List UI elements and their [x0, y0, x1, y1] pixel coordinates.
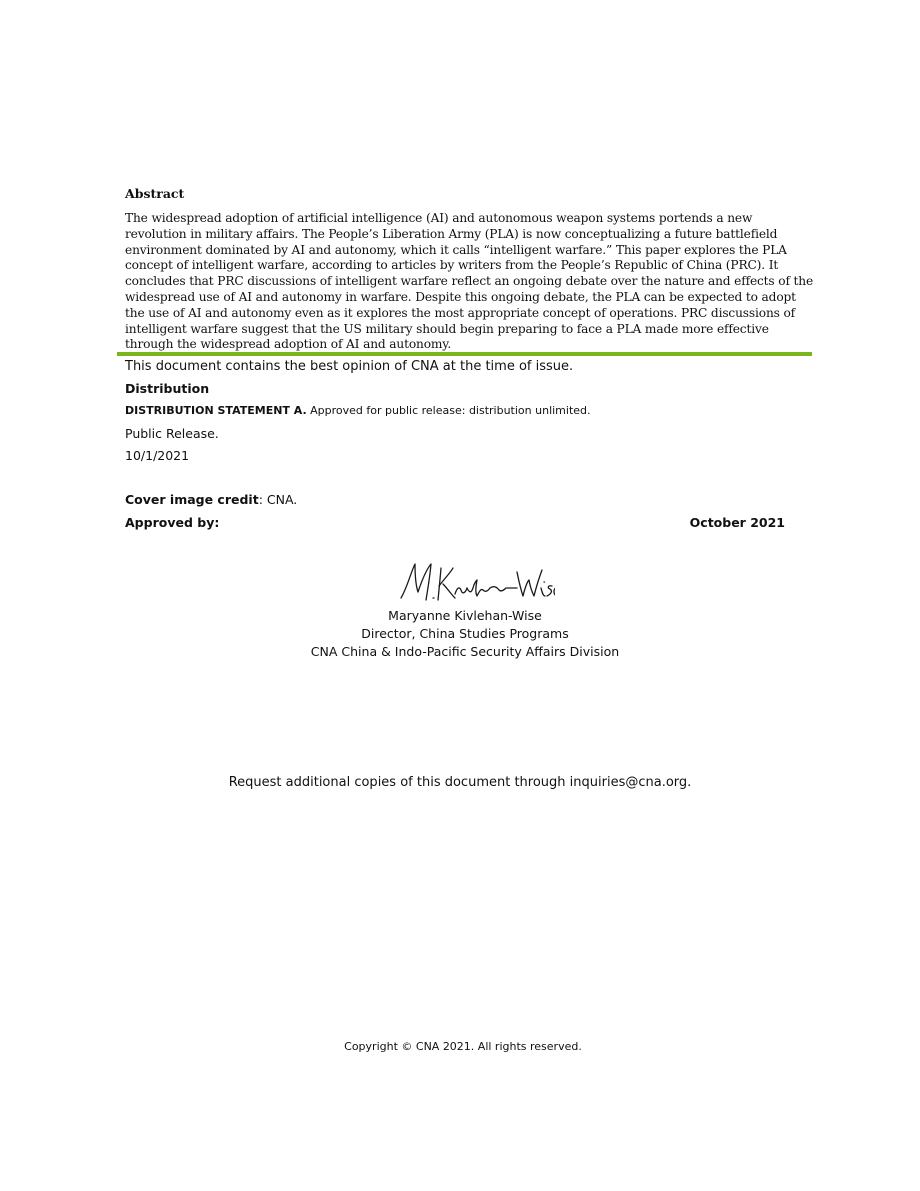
signature-image [395, 558, 555, 608]
best-opinion-notice: This document contains the best opinion of CNA at the time of issue. [125, 359, 574, 374]
abstract-heading: Abstract [125, 186, 185, 201]
section-divider [117, 352, 812, 356]
cover-credit-label: Cover image credit [125, 492, 259, 507]
public-release-text: Public Release. [125, 426, 219, 441]
approval-date: October 2021 [689, 515, 785, 530]
distribution-statement-text: Approved for public release: distribution unlimited. [306, 404, 591, 417]
approved-by-label: Approved by: [125, 515, 220, 530]
cover-credit-value: : CNA. [258, 492, 298, 507]
cover-image-credit [125, 492, 297, 507]
distribution-statement [125, 404, 591, 417]
signer-name: Maryanne Kivlehan-Wise [388, 608, 542, 623]
copyright-notice: Copyright © CNA 2021. All rights reserved. [344, 1040, 582, 1053]
request-copies-notice: Request additional copies of this document through inquiries@cna.org. [228, 775, 692, 790]
abstract-body: The widespread adoption of artificial intelligence (AI) and autonomous weapon systems portends a new revolution in military affairs. The People’s Liberation Army (PLA) is now conceptualizing a future battlefield environment dominated by AI and autonomy, which it calls “intelligent warfare.” This paper explores the PLA concept of intelligent warfare, according to articles by writers from the People’s Republic of China (PRC). It concludes that PRC discussions of intelligent warfare reflect an ongoing debate over the nature and effects of the widespread use of AI and autonomy in warfare. Despite this ongoing debate, the PLA can be expected to adopt the use of AI and autonomy even as it explores the most appropriate concept of operations. PRC discussions of intelligent warfare suggest that the US military should begin preparing to face a PLA made more effective through the widespread adoption of AI and autonomy. [125, 211, 814, 352]
distribution-statement-label: DISTRIBUTION STATEMENT A. [125, 404, 307, 417]
distribution-heading: Distribution [125, 381, 210, 396]
signer-title: Director, China Studies Programs [361, 626, 569, 641]
signer-division: CNA China & Indo-Pacific Security Affairs Division [310, 644, 620, 659]
release-date: 10/1/2021 [125, 448, 190, 463]
